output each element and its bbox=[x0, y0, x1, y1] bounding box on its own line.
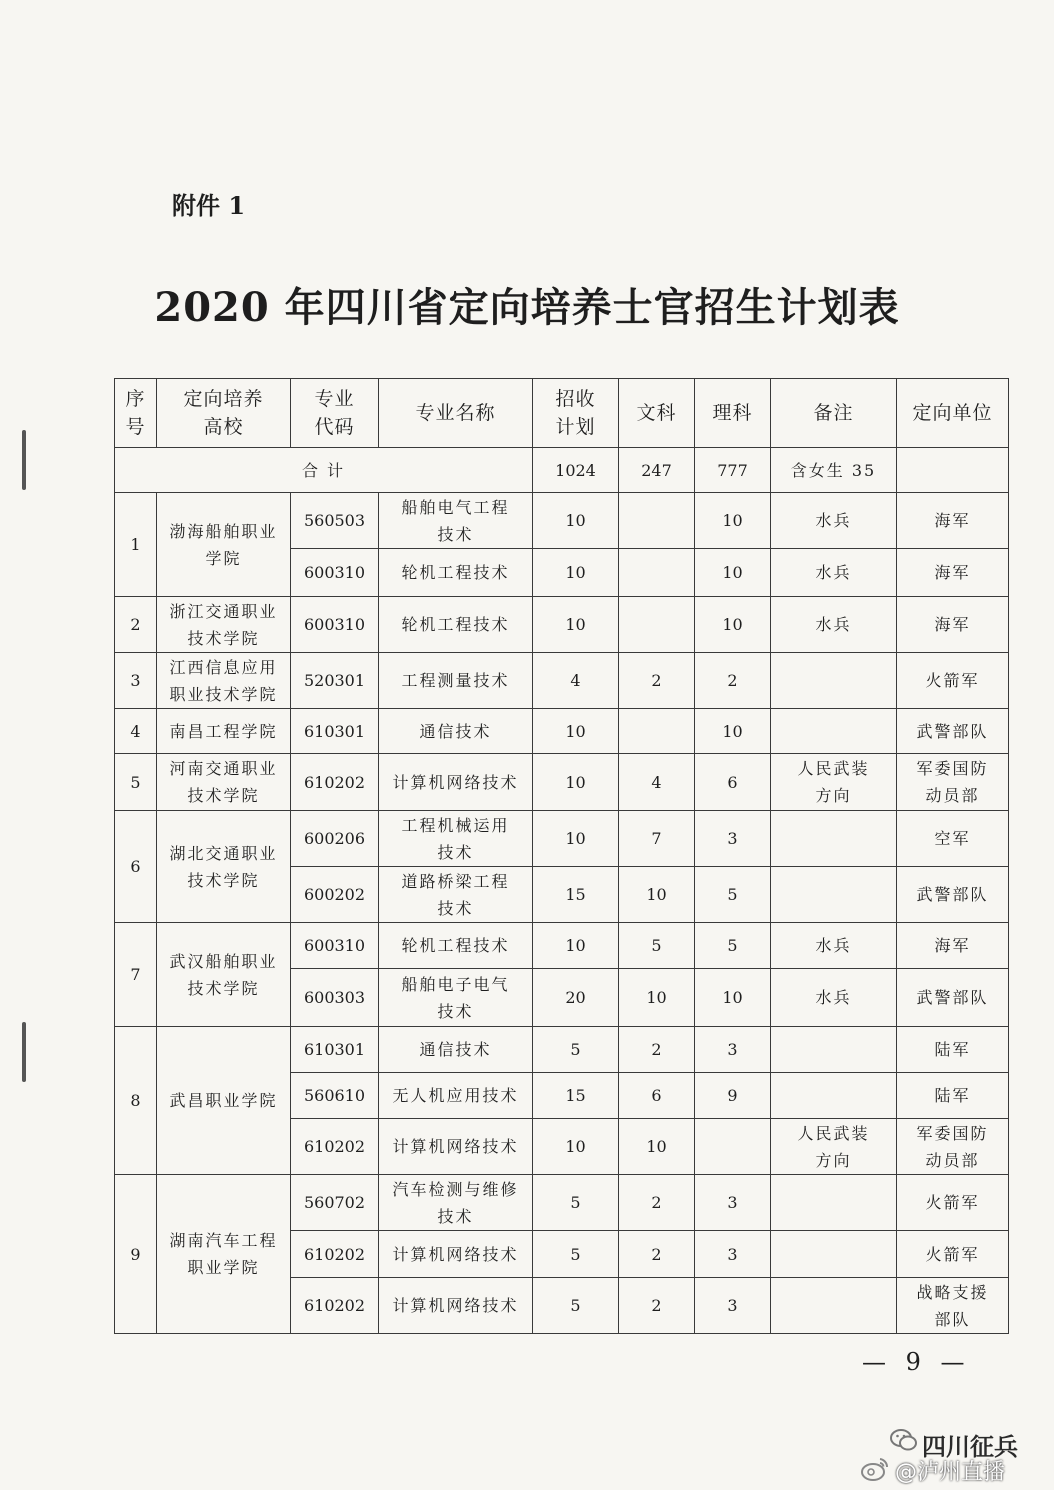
plan-cell: 20 bbox=[533, 969, 619, 1027]
seq-cell: 8 bbox=[115, 1027, 157, 1175]
page-number: — 9 — bbox=[862, 1348, 971, 1376]
unit-cell: 海军 bbox=[897, 493, 1009, 549]
header-seq: 序 号 bbox=[115, 379, 157, 448]
code-cell: 610202 bbox=[291, 1278, 379, 1334]
note-cell: 人民武装 方向 bbox=[771, 1119, 897, 1175]
arts-cell bbox=[619, 597, 695, 653]
arts-cell: 10 bbox=[619, 969, 695, 1027]
major-cell: 汽车检测与维修 技术 bbox=[379, 1175, 533, 1231]
table-row bbox=[115, 597, 1009, 653]
header-science: 理科 bbox=[695, 379, 771, 448]
arts-cell: 5 bbox=[619, 923, 695, 969]
header-school: 定向培养 高校 bbox=[157, 379, 291, 448]
note-cell bbox=[771, 1231, 897, 1278]
note-cell bbox=[771, 709, 897, 754]
code-cell: 600310 bbox=[291, 597, 379, 653]
major-cell: 轮机工程技术 bbox=[379, 923, 533, 969]
weibo-icon bbox=[860, 1456, 890, 1482]
note-cell bbox=[771, 1073, 897, 1119]
table-row bbox=[115, 709, 1009, 754]
arts-cell: 10 bbox=[619, 867, 695, 923]
code-cell: 560610 bbox=[291, 1073, 379, 1119]
school-cell: 浙江交通职业 技术学院 bbox=[157, 597, 291, 653]
major-cell: 通信技术 bbox=[379, 709, 533, 754]
plan-cell: 10 bbox=[533, 754, 619, 811]
arts-cell: 4 bbox=[619, 754, 695, 811]
seq-cell: 6 bbox=[115, 811, 157, 923]
header-code: 专业 代码 bbox=[291, 379, 379, 448]
weibo-account-name: @泸州直播 bbox=[895, 1460, 1006, 1485]
unit-cell: 火箭军 bbox=[897, 1231, 1009, 1278]
note-cell: 水兵 bbox=[771, 493, 897, 549]
code-cell: 520301 bbox=[291, 653, 379, 709]
major-cell: 工程测量技术 bbox=[379, 653, 533, 709]
unit-cell: 军委国防 动员部 bbox=[897, 754, 1009, 811]
table-body bbox=[115, 493, 1009, 1334]
code-cell: 610202 bbox=[291, 1119, 379, 1175]
science-cell: 10 bbox=[695, 597, 771, 653]
major-cell: 计算机网络技术 bbox=[379, 754, 533, 811]
arts-cell: 2 bbox=[619, 1027, 695, 1073]
arts-cell: 2 bbox=[619, 653, 695, 709]
code-cell: 600206 bbox=[291, 811, 379, 867]
major-cell: 通信技术 bbox=[379, 1027, 533, 1073]
arts-cell: 7 bbox=[619, 811, 695, 867]
school-cell: 渤海船舶职业 学院 bbox=[157, 493, 291, 597]
total-plan: 1024 bbox=[533, 448, 619, 493]
note-cell bbox=[771, 867, 897, 923]
science-cell: 3 bbox=[695, 1278, 771, 1334]
science-cell: 3 bbox=[695, 1027, 771, 1073]
major-cell: 船舶电气工程 技术 bbox=[379, 493, 533, 549]
unit-cell: 海军 bbox=[897, 549, 1009, 597]
unit-cell: 火箭军 bbox=[897, 1175, 1009, 1231]
major-cell: 船舶电子电气 技术 bbox=[379, 969, 533, 1027]
table-row bbox=[115, 754, 1009, 811]
code-cell: 560702 bbox=[291, 1175, 379, 1231]
note-cell: 水兵 bbox=[771, 549, 897, 597]
major-cell: 道路桥梁工程 技术 bbox=[379, 867, 533, 923]
arts-cell bbox=[619, 549, 695, 597]
binder-mark-lower bbox=[22, 1022, 26, 1082]
plan-cell: 10 bbox=[533, 811, 619, 867]
arts-cell: 2 bbox=[619, 1175, 695, 1231]
unit-cell: 战略支援 部队 bbox=[897, 1278, 1009, 1334]
science-cell: 6 bbox=[695, 754, 771, 811]
unit-cell: 陆军 bbox=[897, 1073, 1009, 1119]
note-cell: 水兵 bbox=[771, 969, 897, 1027]
plan-cell: 5 bbox=[533, 1278, 619, 1334]
arts-cell: 2 bbox=[619, 1278, 695, 1334]
unit-cell: 武警部队 bbox=[897, 867, 1009, 923]
arts-cell: 10 bbox=[619, 1119, 695, 1175]
school-cell: 江西信息应用 职业技术学院 bbox=[157, 653, 291, 709]
table-row bbox=[115, 1175, 1009, 1231]
table-header-row bbox=[115, 379, 1009, 448]
code-cell: 600202 bbox=[291, 867, 379, 923]
code-cell: 600310 bbox=[291, 923, 379, 969]
unit-cell: 海军 bbox=[897, 923, 1009, 969]
plan-cell: 15 bbox=[533, 1073, 619, 1119]
code-cell: 600310 bbox=[291, 549, 379, 597]
plan-cell: 5 bbox=[533, 1231, 619, 1278]
major-cell: 计算机网络技术 bbox=[379, 1278, 533, 1334]
seq-cell: 1 bbox=[115, 493, 157, 597]
major-cell: 无人机应用技术 bbox=[379, 1073, 533, 1119]
header-arts: 文科 bbox=[619, 379, 695, 448]
science-cell: 5 bbox=[695, 923, 771, 969]
science-cell: 9 bbox=[695, 1073, 771, 1119]
plan-cell: 5 bbox=[533, 1027, 619, 1073]
wechat-icon bbox=[890, 1428, 918, 1452]
plan-cell: 4 bbox=[533, 653, 619, 709]
science-cell: 3 bbox=[695, 1231, 771, 1278]
page-title: 2020 年四川省定向培养士官招生计划表 bbox=[154, 284, 900, 331]
plan-cell: 5 bbox=[533, 1175, 619, 1231]
seq-cell: 5 bbox=[115, 754, 157, 811]
school-cell: 湖北交通职业 技术学院 bbox=[157, 811, 291, 923]
note-cell bbox=[771, 653, 897, 709]
total-row bbox=[115, 448, 1009, 493]
plan-cell: 10 bbox=[533, 493, 619, 549]
major-cell: 计算机网络技术 bbox=[379, 1231, 533, 1278]
total-label: 合 计 bbox=[115, 448, 533, 493]
table-row bbox=[115, 811, 1009, 867]
header-note: 备注 bbox=[771, 379, 897, 448]
science-cell: 10 bbox=[695, 969, 771, 1027]
school-cell: 南昌工程学院 bbox=[157, 709, 291, 754]
code-cell: 560503 bbox=[291, 493, 379, 549]
unit-cell: 海军 bbox=[897, 597, 1009, 653]
plan-cell: 10 bbox=[533, 923, 619, 969]
seq-cell: 9 bbox=[115, 1175, 157, 1334]
total-unit bbox=[897, 448, 1009, 493]
science-cell: 5 bbox=[695, 867, 771, 923]
total-note: 含女生 35 bbox=[771, 448, 897, 493]
plan-cell: 10 bbox=[533, 549, 619, 597]
unit-cell: 军委国防 动员部 bbox=[897, 1119, 1009, 1175]
code-cell: 610301 bbox=[291, 709, 379, 754]
arts-cell bbox=[619, 493, 695, 549]
arts-cell bbox=[619, 709, 695, 754]
science-cell: 3 bbox=[695, 811, 771, 867]
seq-cell: 2 bbox=[115, 597, 157, 653]
seq-cell: 3 bbox=[115, 653, 157, 709]
major-cell: 工程机械运用 技术 bbox=[379, 811, 533, 867]
code-cell: 610301 bbox=[291, 1027, 379, 1073]
major-cell: 轮机工程技术 bbox=[379, 549, 533, 597]
arts-cell: 2 bbox=[619, 1231, 695, 1278]
science-cell: 10 bbox=[695, 493, 771, 549]
unit-cell: 火箭军 bbox=[897, 653, 1009, 709]
table-row bbox=[115, 923, 1009, 969]
major-cell: 计算机网络技术 bbox=[379, 1119, 533, 1175]
attachment-label: 附件 1 bbox=[172, 191, 246, 220]
school-cell: 湖南汽车工程 职业学院 bbox=[157, 1175, 291, 1334]
science-cell: 2 bbox=[695, 653, 771, 709]
school-cell: 武昌职业学院 bbox=[157, 1027, 291, 1175]
note-cell: 人民武装 方向 bbox=[771, 754, 897, 811]
arts-cell: 6 bbox=[619, 1073, 695, 1119]
note-cell bbox=[771, 1278, 897, 1334]
note-cell bbox=[771, 811, 897, 867]
header-plan: 招收 计划 bbox=[533, 379, 619, 448]
note-cell bbox=[771, 1175, 897, 1231]
seq-cell: 7 bbox=[115, 923, 157, 1027]
major-cell: 轮机工程技术 bbox=[379, 597, 533, 653]
binder-mark-upper bbox=[22, 430, 26, 490]
table-row bbox=[115, 493, 1009, 549]
table-row bbox=[115, 1027, 1009, 1073]
science-cell bbox=[695, 1119, 771, 1175]
enrollment-plan-table bbox=[114, 378, 1009, 1334]
code-cell: 610202 bbox=[291, 1231, 379, 1278]
unit-cell: 陆军 bbox=[897, 1027, 1009, 1073]
note-cell: 水兵 bbox=[771, 923, 897, 969]
header-major: 专业名称 bbox=[379, 379, 533, 448]
code-cell: 600303 bbox=[291, 969, 379, 1027]
plan-cell: 10 bbox=[533, 597, 619, 653]
total-arts: 247 bbox=[619, 448, 695, 493]
wechat-account-name: 四川征兵 bbox=[922, 1433, 1018, 1461]
plan-cell: 15 bbox=[533, 867, 619, 923]
unit-cell: 武警部队 bbox=[897, 969, 1009, 1027]
plan-cell: 10 bbox=[533, 1119, 619, 1175]
science-cell: 10 bbox=[695, 709, 771, 754]
seq-cell: 4 bbox=[115, 709, 157, 754]
unit-cell: 武警部队 bbox=[897, 709, 1009, 754]
total-science: 777 bbox=[695, 448, 771, 493]
school-cell: 武汉船舶职业 技术学院 bbox=[157, 923, 291, 1027]
header-unit: 定向单位 bbox=[897, 379, 1009, 448]
science-cell: 10 bbox=[695, 549, 771, 597]
note-cell bbox=[771, 1027, 897, 1073]
school-cell: 河南交通职业 技术学院 bbox=[157, 754, 291, 811]
science-cell: 3 bbox=[695, 1175, 771, 1231]
table-row bbox=[115, 653, 1009, 709]
unit-cell: 空军 bbox=[897, 811, 1009, 867]
code-cell: 610202 bbox=[291, 754, 379, 811]
plan-cell: 10 bbox=[533, 709, 619, 754]
note-cell: 水兵 bbox=[771, 597, 897, 653]
